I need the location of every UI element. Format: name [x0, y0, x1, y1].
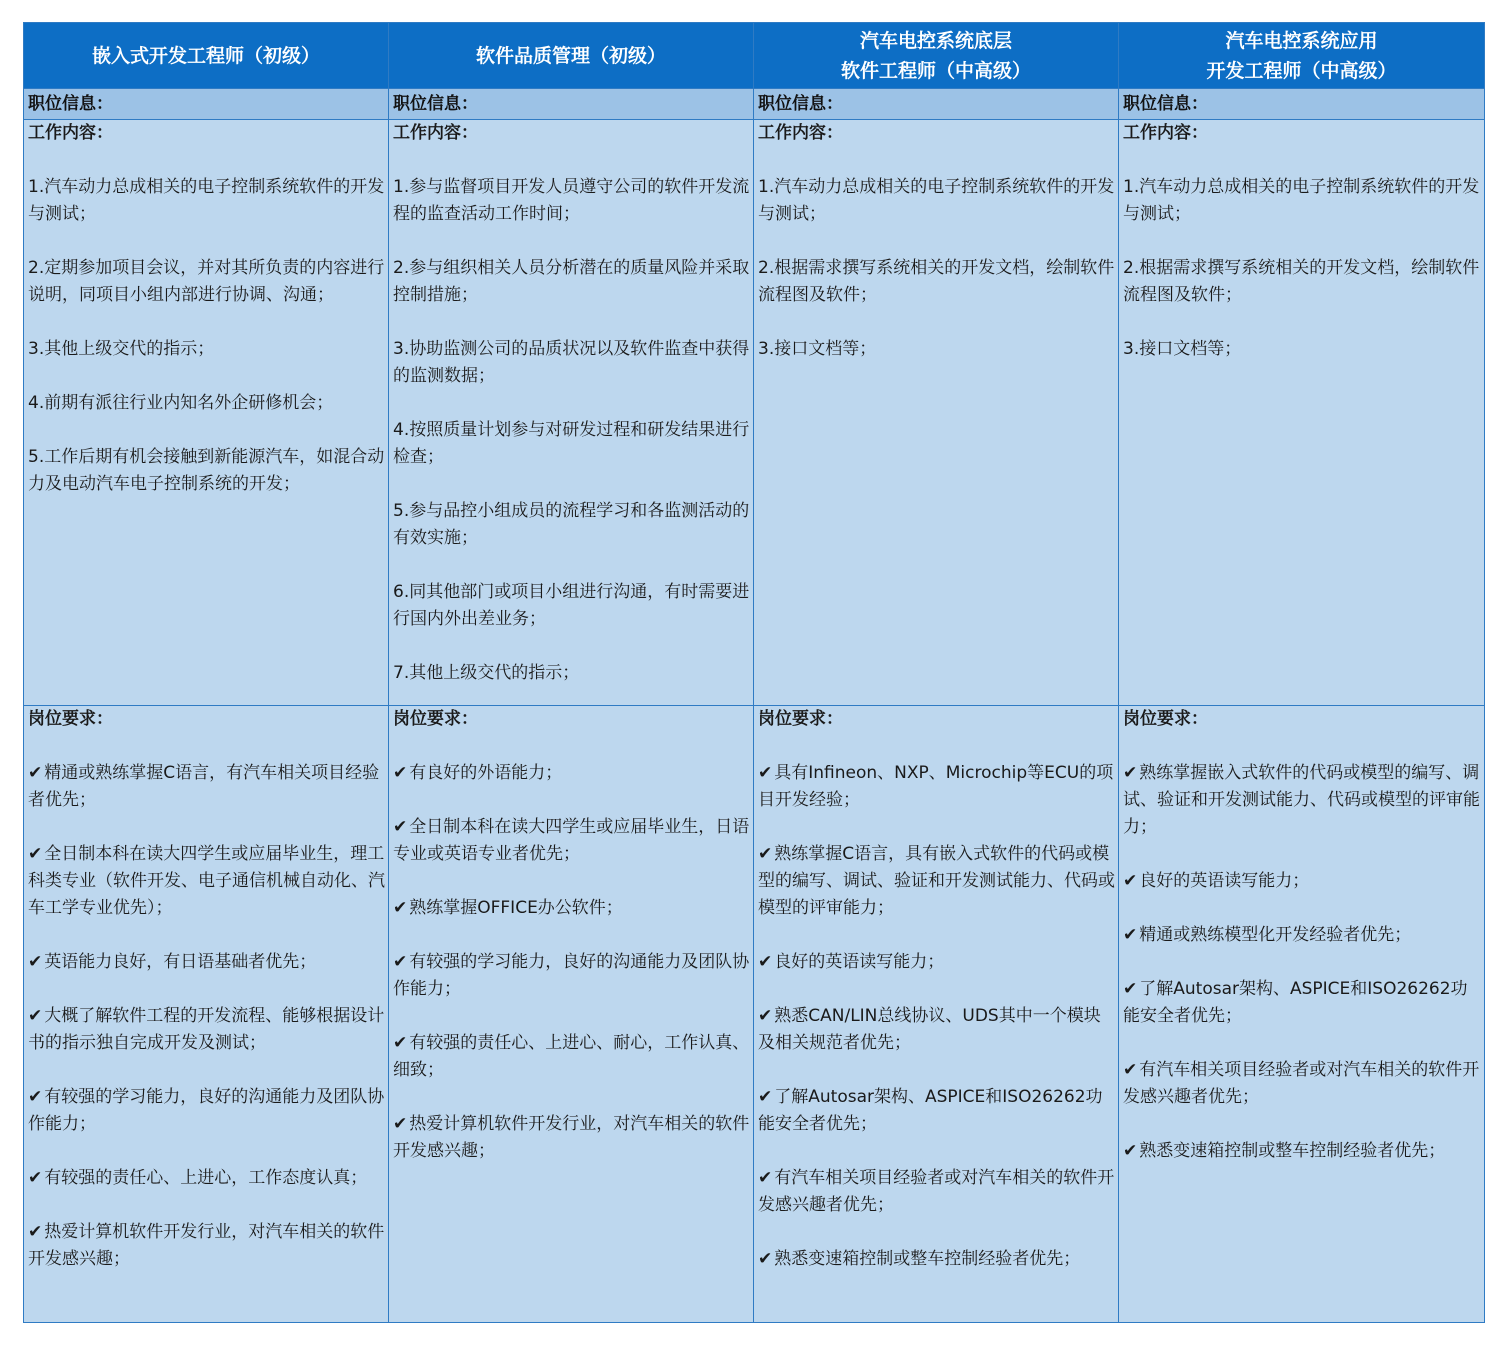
checkmark-icon: ✔ [393, 763, 408, 783]
spacer [393, 868, 751, 895]
requirement-text: 有较强的责任心、上进心，工作态度认真； [44, 1168, 368, 1188]
requirement-text: 有汽车相关项目经验者或对汽车相关的软件开发感兴趣者优先； [1123, 1060, 1480, 1107]
requirement-item [28, 949, 386, 976]
spacer [28, 1057, 386, 1084]
content-cell [754, 120, 1119, 706]
checkmark-icon: ✔ [28, 844, 43, 864]
requirement-item [393, 814, 751, 868]
content-item: 3.其他上级交代的指示； [28, 339, 215, 359]
content-item: 4.前期有派往行业内知名外企研修机会； [28, 393, 334, 413]
content-item: 5.参与品控小组成员的流程学习和各监测活动的有效实施； [393, 501, 750, 548]
requirement-item [758, 949, 1116, 976]
spacer [393, 471, 751, 498]
requirement-item [1123, 868, 1482, 895]
content-label: 工作内容： [1123, 123, 1208, 143]
spacer [28, 922, 386, 949]
requirement-item [393, 949, 751, 1003]
spacer [28, 309, 386, 336]
checkmark-icon: ✔ [758, 952, 773, 972]
spacer [28, 976, 386, 1003]
requirement-text: 熟悉变速箱控制或整车控制经验者优先； [774, 1249, 1081, 1269]
requirement-text: 精通或熟练模型化开发经验者优先； [1139, 925, 1412, 945]
requirement-text: 热爱计算机软件开发行业，对汽车相关的软件开发感兴趣； [393, 1114, 750, 1161]
spacer [1123, 147, 1482, 174]
requirements-cell [754, 706, 1119, 1323]
spacer [1123, 895, 1482, 922]
content-item: 1.汽车动力总成相关的电子控制系统软件的开发与测试； [758, 177, 1115, 224]
spacer [393, 1084, 751, 1111]
checkmark-icon: ✔ [758, 1249, 773, 1269]
spacer [28, 363, 386, 390]
column-header [754, 23, 1119, 89]
requirement-item [393, 895, 751, 922]
column-title-line: 软件品质管理（初级） [475, 44, 666, 67]
requirements-row [24, 706, 1485, 1323]
requirement-item [1123, 1057, 1482, 1111]
column-title-line: 软件工程师（中高级） [840, 59, 1031, 82]
content-cell [389, 120, 754, 706]
spacer [393, 1003, 751, 1030]
spacer [758, 309, 1116, 336]
spacer [758, 1219, 1116, 1246]
info-label: 职位信息： [1119, 89, 1485, 120]
column-title-line: 嵌入式开发工程师（初级） [91, 44, 320, 67]
column-header [389, 23, 754, 89]
checkmark-icon: ✔ [758, 844, 773, 864]
checkmark-icon: ✔ [1123, 925, 1138, 945]
content-item: 1.汽车动力总成相关的电子控制系统软件的开发与测试； [28, 177, 385, 224]
info-label: 职位信息： [24, 89, 389, 120]
spacer [28, 228, 386, 255]
content-item: 2.根据需求撰写系统相关的开发文档，绘制软件流程图及软件； [1123, 258, 1480, 305]
column-header [1119, 23, 1485, 89]
requirement-item [28, 760, 386, 814]
requirement-text: 有较强的责任心、上进心、耐心，工作认真、细致； [393, 1033, 750, 1080]
spacer [28, 733, 386, 760]
spacer [758, 976, 1116, 1003]
requirement-item [1123, 760, 1482, 841]
checkmark-icon: ✔ [393, 1033, 408, 1053]
content-item: 5.工作后期有机会接触到新能源汽车，如混合动力及电动汽车电子控制系统的开发； [28, 447, 385, 494]
requirement-text: 熟悉变速箱控制或整车控制经验者优先； [1139, 1141, 1446, 1161]
spacer [28, 814, 386, 841]
requirement-text: 具有Infineon、NXP、Microchip等ECU的项目开发经验； [758, 763, 1114, 810]
spacer [1123, 949, 1482, 976]
requirement-text: 大概了解软件工程的开发流程、能够根据设计书的指示独自完成开发及测试； [28, 1006, 385, 1053]
spacer [393, 147, 751, 174]
spacer [393, 633, 751, 660]
requirement-text: 有汽车相关项目经验者或对汽车相关的软件开发感兴趣者优先； [758, 1168, 1115, 1215]
checkmark-icon: ✔ [28, 763, 43, 783]
spacer [758, 1057, 1116, 1084]
spacer [393, 309, 751, 336]
checkmark-icon: ✔ [1123, 979, 1138, 999]
checkmark-icon: ✔ [393, 952, 408, 972]
checkmark-icon: ✔ [758, 1006, 773, 1026]
spacer [28, 147, 386, 174]
requirement-text: 英语能力良好，有日语基础者优先； [44, 952, 317, 972]
job-table-container [23, 22, 1484, 1323]
checkmark-icon: ✔ [393, 817, 408, 837]
requirement-text: 了解Autosar架构、ASPICE和ISO26262功能安全者优先； [758, 1087, 1103, 1134]
spacer [758, 147, 1116, 174]
requirements-label: 岗位要求： [28, 709, 113, 729]
spacer [393, 922, 751, 949]
content-item: 6.同其他部门或项目小组进行沟通，有时需要进行国内外出差业务； [393, 582, 750, 629]
checkmark-icon: ✔ [1123, 871, 1138, 891]
info-label: 职位信息： [389, 89, 754, 120]
requirement-text: 有良好的外语能力； [409, 763, 563, 783]
requirement-text: 有较强的学习能力，良好的沟通能力及团队协作能力； [28, 1087, 385, 1134]
checkmark-icon: ✔ [758, 763, 773, 783]
content-item: 1.汽车动力总成相关的电子控制系统软件的开发与测试； [1123, 177, 1480, 224]
requirement-item [758, 1084, 1116, 1138]
requirement-text: 熟练掌握嵌入式软件的代码或模型的编写、调试、验证和开发测试能力、代码或模型的评审能力； [1123, 763, 1480, 837]
checkmark-icon: ✔ [28, 952, 43, 972]
checkmark-icon: ✔ [28, 1087, 43, 1107]
content-item: 4.按照质量计划参与对研发过程和研发结果进行检查； [393, 420, 750, 467]
checkmark-icon: ✔ [28, 1006, 43, 1026]
spacer [758, 922, 1116, 949]
column-title-line: 汽车电控系统底层 [859, 29, 1012, 52]
requirement-text: 熟练掌握C语言，具有嵌入式软件的代码或模型的编写、调试、验证和开发测试能力、代码或模型的评审能力； [758, 844, 1115, 918]
spacer [1123, 1111, 1482, 1138]
checkmark-icon: ✔ [393, 898, 408, 918]
requirement-text: 熟悉CAN/LIN总线协议、UDS其中一个模块及相关规范者优先； [758, 1006, 1101, 1053]
requirement-item [28, 1165, 386, 1192]
requirement-text: 全日制本科在读大四学生或应届毕业生，日语专业或英语专业者优先； [393, 817, 750, 864]
spacer [758, 814, 1116, 841]
column-title-line: 开发工程师（中高级） [1206, 59, 1397, 82]
spacer [28, 417, 386, 444]
spacer [393, 390, 751, 417]
requirement-text: 熟练掌握OFFICE办公软件； [409, 898, 623, 918]
requirements-cell [24, 706, 389, 1323]
checkmark-icon: ✔ [28, 1168, 43, 1188]
requirements-label: 岗位要求： [393, 709, 478, 729]
spacer [393, 787, 751, 814]
content-item: 1.参与监督项目开发人员遵守公司的软件开发流程的监查活动工作时间； [393, 177, 750, 224]
checkmark-icon: ✔ [758, 1168, 773, 1188]
requirement-item [758, 841, 1116, 922]
content-cell [1119, 120, 1485, 706]
spacer [1123, 309, 1482, 336]
checkmark-icon: ✔ [393, 1114, 408, 1134]
column-header [24, 23, 389, 89]
requirement-item [758, 1246, 1116, 1273]
checkmark-icon: ✔ [28, 1222, 43, 1242]
requirement-item [393, 1111, 751, 1165]
info-row [24, 89, 1485, 120]
content-item: 3.接口文档等； [758, 339, 877, 359]
requirement-text: 热爱计算机软件开发行业，对汽车相关的软件开发感兴趣； [28, 1222, 385, 1269]
requirements-cell [1119, 706, 1485, 1323]
requirement-item [28, 1084, 386, 1138]
spacer [393, 228, 751, 255]
content-label: 工作内容： [393, 123, 478, 143]
requirement-text: 有较强的学习能力，良好的沟通能力及团队协作能力； [393, 952, 750, 999]
requirement-item [1123, 922, 1482, 949]
spacer [1123, 733, 1482, 760]
requirement-text: 精通或熟练掌握C语言，有汽车相关项目经验者优先； [28, 763, 380, 810]
spacer [758, 733, 1116, 760]
requirement-item [28, 1003, 386, 1057]
spacer [758, 1138, 1116, 1165]
requirement-item [28, 841, 386, 922]
content-label: 工作内容： [28, 123, 113, 143]
requirement-text: 良好的英语读写能力； [774, 952, 945, 972]
spacer [1123, 228, 1482, 255]
spacer [758, 228, 1116, 255]
content-item: 2.根据需求撰写系统相关的开发文档，绘制软件流程图及软件； [758, 258, 1115, 305]
requirement-item [393, 1030, 751, 1084]
spacer [28, 1138, 386, 1165]
requirement-text: 良好的英语读写能力； [1139, 871, 1310, 891]
content-item: 2.定期参加项目会议，并对其所负责的内容进行说明，同项目小组内部进行协调、沟通； [28, 258, 385, 305]
content-item: 3.接口文档等； [1123, 339, 1242, 359]
spacer [1123, 1030, 1482, 1057]
requirement-item [758, 1165, 1116, 1219]
checkmark-icon: ✔ [1123, 763, 1138, 783]
requirement-text: 了解Autosar架构、ASPICE和ISO26262功能安全者优先； [1123, 979, 1468, 1026]
column-title-line: 汽车电控系统应用 [1225, 29, 1378, 52]
requirement-item [1123, 1138, 1482, 1165]
requirement-item [28, 1219, 386, 1273]
spacer [1123, 841, 1482, 868]
checkmark-icon: ✔ [1123, 1141, 1138, 1161]
requirements-label: 岗位要求： [1123, 709, 1208, 729]
requirements-cell [389, 706, 754, 1323]
requirement-item [758, 1003, 1116, 1057]
checkmark-icon: ✔ [758, 1087, 773, 1107]
spacer [393, 733, 751, 760]
content-label: 工作内容： [758, 123, 843, 143]
content-item: 3.协助监测公司的品质状况以及软件监查中获得的监测数据； [393, 339, 750, 386]
requirement-item [393, 760, 751, 787]
content-row [24, 120, 1485, 706]
content-cell [24, 120, 389, 706]
checkmark-icon: ✔ [1123, 1060, 1138, 1080]
requirement-text: 全日制本科在读大四学生或应届毕业生，理工科类专业（软件开发、电子通信机械自动化、汽车工学专业优先）； [28, 844, 385, 918]
content-item: 2.参与组织相关人员分析潜在的质量风险并采取控制措施； [393, 258, 750, 305]
spacer [28, 1192, 386, 1219]
requirements-label: 岗位要求： [758, 709, 843, 729]
info-label: 职位信息： [754, 89, 1119, 120]
header-row [24, 23, 1485, 89]
requirement-item [1123, 976, 1482, 1030]
job-table [23, 22, 1485, 1323]
spacer [393, 552, 751, 579]
requirement-item [758, 760, 1116, 814]
content-item: 7.其他上级交代的指示； [393, 663, 580, 683]
